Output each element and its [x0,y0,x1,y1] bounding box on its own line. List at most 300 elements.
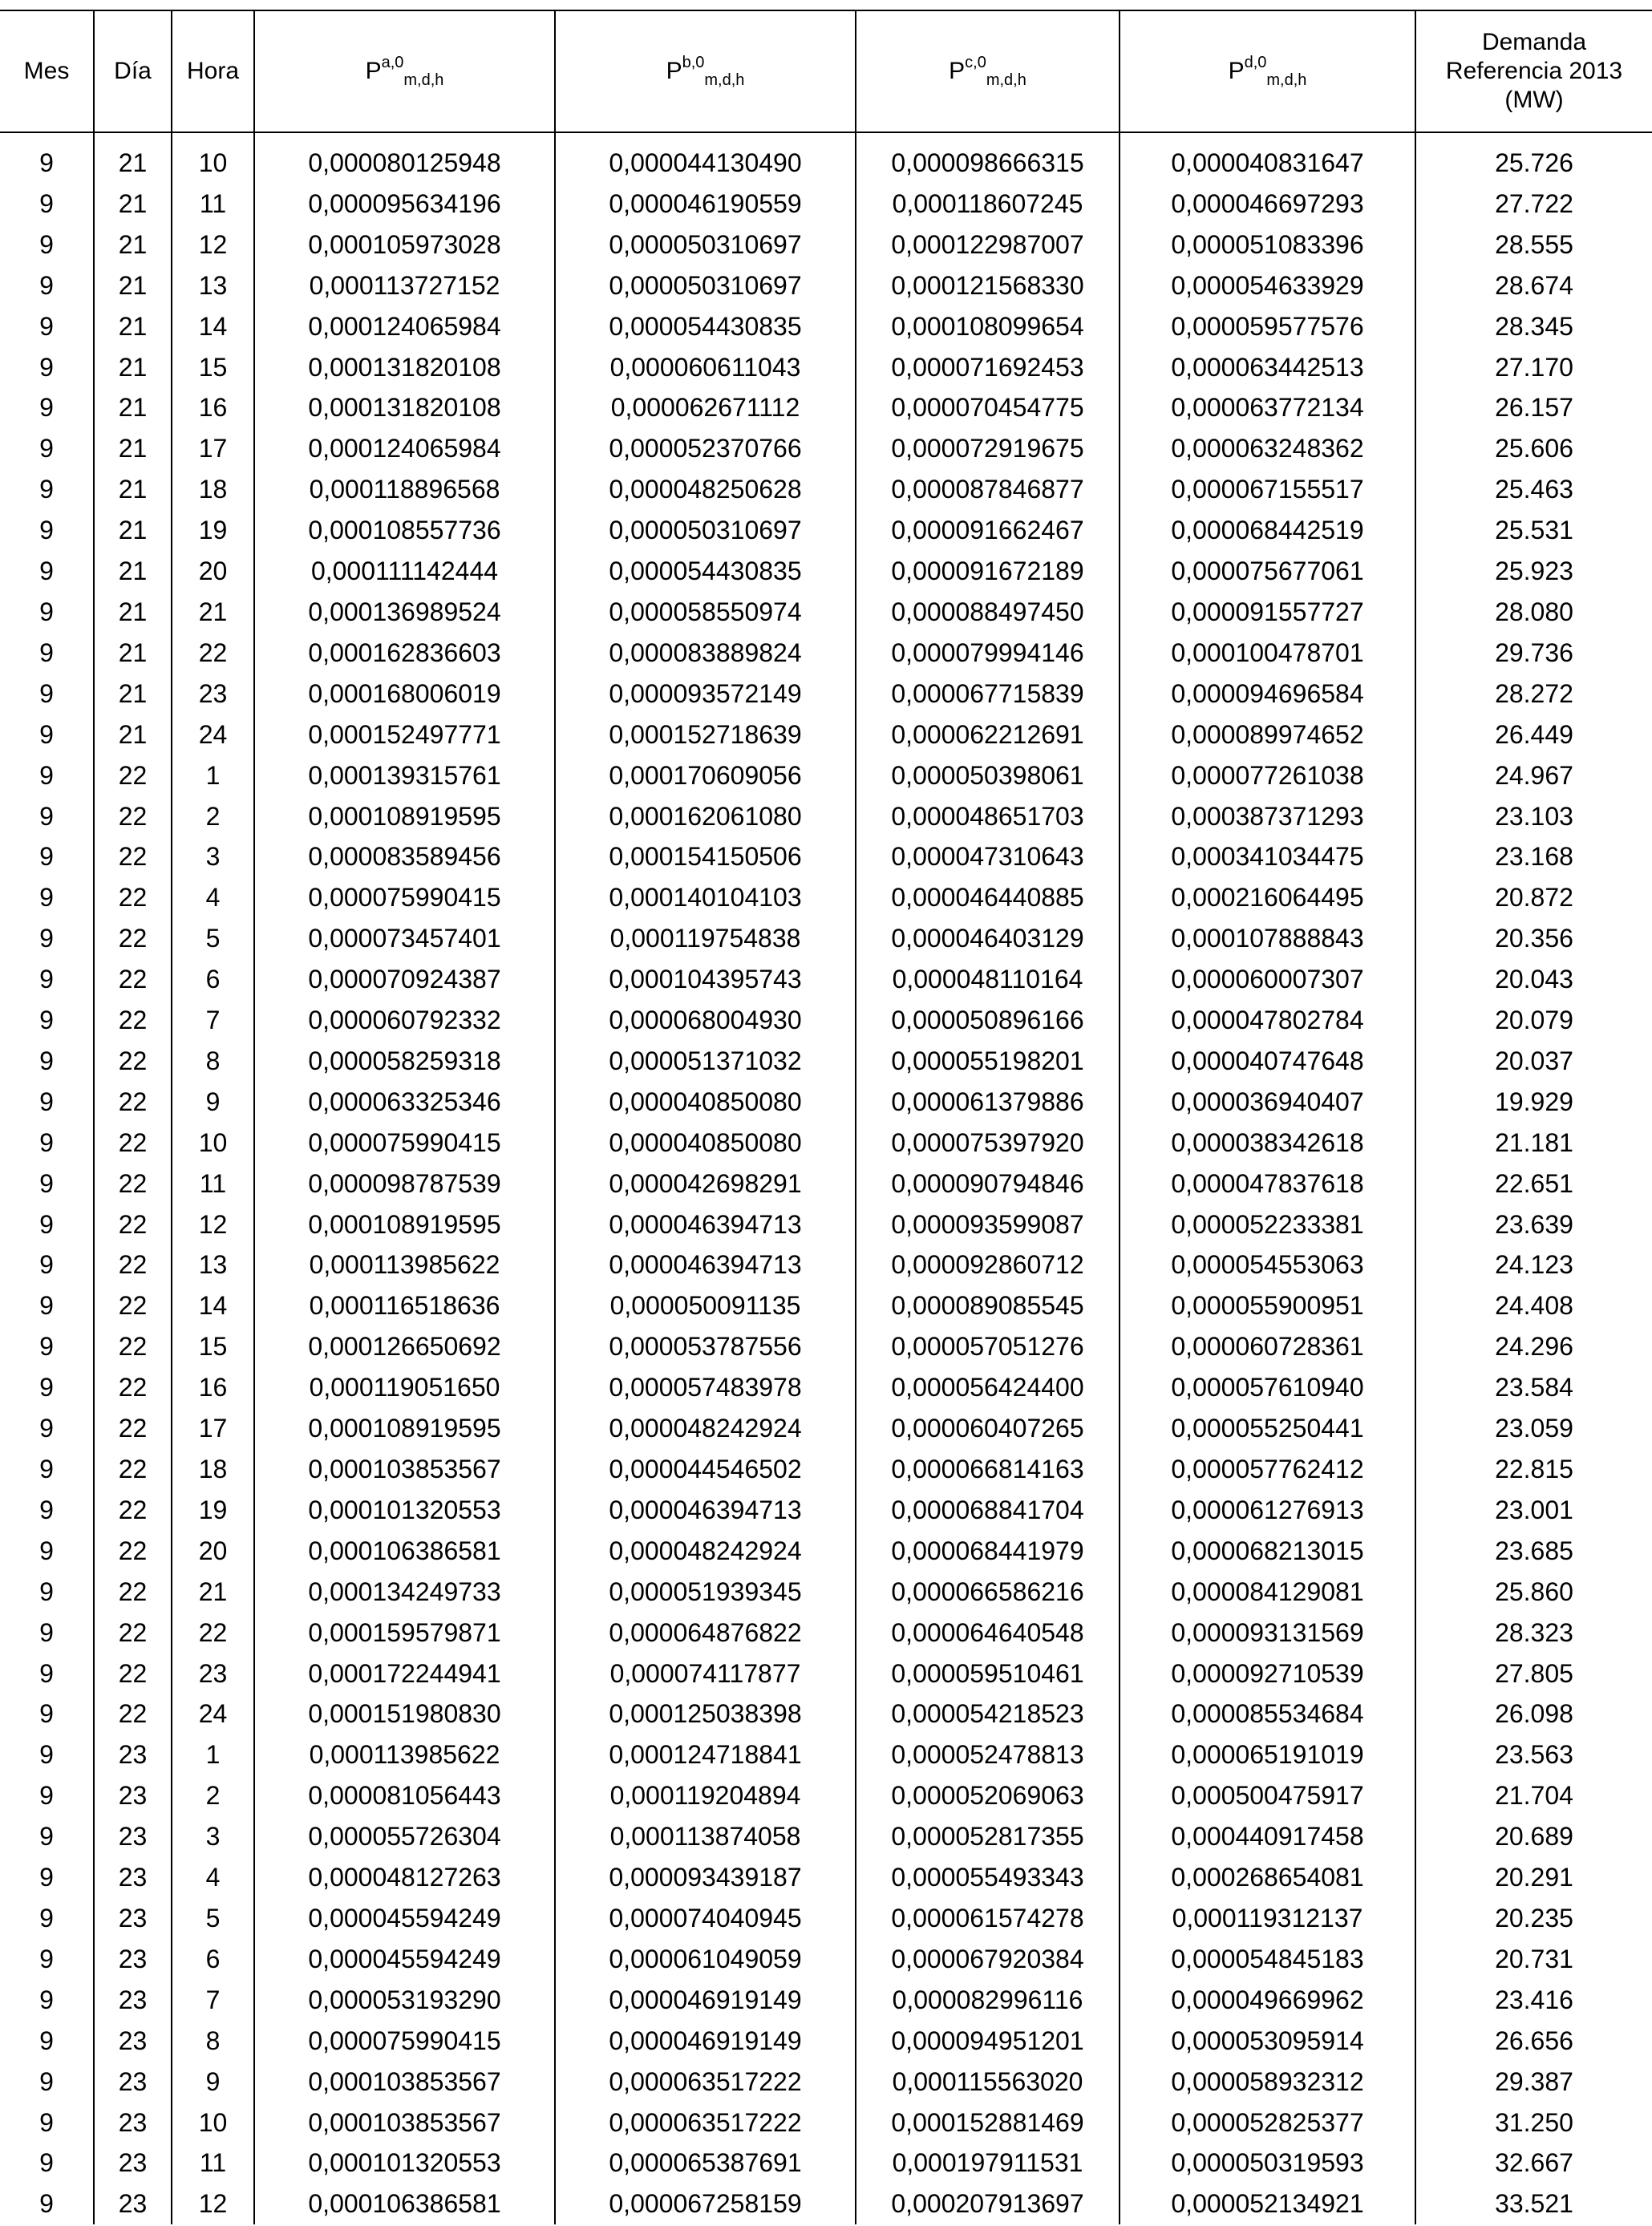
cell-demanda: 20.235 [1415,1898,1652,1939]
header-pd-base: P [1228,58,1245,84]
cell-pd: 0,000077261038 [1120,755,1415,796]
cell-pd: 0,000092710539 [1120,1653,1415,1694]
cell-demanda: 24.296 [1415,1326,1652,1367]
cell-pc: 0,000047310643 [856,836,1120,877]
cell-mes: 9 [0,2143,94,2184]
cell-pd: 0,000500475917 [1120,1775,1415,1816]
cell-pd: 0,000089974652 [1120,714,1415,755]
cell-mes: 9 [0,347,94,388]
cell-pc: 0,000072919675 [856,428,1120,469]
cell-hora: 8 [172,1041,254,1082]
cell-pc: 0,000057051276 [856,1326,1120,1367]
cell-pd: 0,000049669962 [1120,1980,1415,2021]
cell-pc: 0,000118607245 [856,184,1120,225]
cell-pb: 0,000048242924 [555,1408,856,1449]
table-row [0,510,1652,551]
cell-pc: 0,000064640548 [856,1613,1120,1653]
cell-pa: 0,000075990415 [254,1123,555,1164]
cell-pa: 0,000113985622 [254,1734,555,1775]
cell-dia: 23 [94,2062,172,2103]
cell-pc: 0,000048651703 [856,796,1120,837]
cell-demanda: 21.181 [1415,1123,1652,1164]
cell-pd: 0,000268654081 [1120,1857,1415,1898]
cell-dia: 22 [94,877,172,918]
header-pb-sup: b,0 [682,54,705,71]
cell-mes: 9 [0,1204,94,1245]
cell-pb: 0,000050310697 [555,265,856,306]
cell-hora: 22 [172,633,254,674]
cell-pd: 0,000059577576 [1120,306,1415,347]
cell-pd: 0,000063248362 [1120,428,1415,469]
cell-mes: 9 [0,428,94,469]
table-row [0,2143,1652,2184]
cell-pd: 0,000055900951 [1120,1285,1415,1326]
cell-pa: 0,000070924387 [254,959,555,1000]
cell-pa: 0,000083589456 [254,836,555,877]
cell-demanda: 26.157 [1415,387,1652,428]
cell-pb: 0,000054430835 [555,306,856,347]
cell-hora: 12 [172,225,254,265]
cell-pc: 0,000098666315 [856,143,1120,184]
cell-pd: 0,000068213015 [1120,1531,1415,1572]
cell-pd: 0,000051083396 [1120,225,1415,265]
table-row [0,1531,1652,1572]
cell-mes: 9 [0,184,94,225]
cell-hora: 5 [172,918,254,959]
table-row [0,1857,1652,1898]
cell-demanda: 23.685 [1415,1531,1652,1572]
cell-dia: 23 [94,1939,172,1980]
cell-dia: 23 [94,2021,172,2062]
cell-hora: 14 [172,1285,254,1326]
cell-pb: 0,000050310697 [555,510,856,551]
header-pb [555,10,856,132]
cell-pa: 0,000073457401 [254,918,555,959]
cell-pc: 0,000054218523 [856,1694,1120,1734]
cell-mes: 9 [0,2103,94,2143]
cell-dia: 22 [94,1204,172,1245]
cell-mes: 9 [0,1775,94,1816]
cell-pb: 0,000040850080 [555,1123,856,1164]
cell-demanda: 27.805 [1415,1653,1652,1694]
cell-pa: 0,000124065984 [254,306,555,347]
cell-mes: 9 [0,714,94,755]
cell-mes: 9 [0,1572,94,1613]
header-demanda-line3: (MW) [1504,87,1564,113]
cell-pc: 0,000046440885 [856,877,1120,918]
cell-pa: 0,000106386581 [254,1531,555,1572]
cell-mes: 9 [0,633,94,674]
cell-pd: 0,000063772134 [1120,387,1415,428]
cell-demanda: 20.079 [1415,1000,1652,1041]
cell-pb: 0,000062671112 [555,387,856,428]
cell-pc: 0,000088497450 [856,592,1120,633]
cell-pa: 0,000159579871 [254,1613,555,1653]
cell-pc: 0,000207913697 [856,2184,1120,2224]
cell-demanda: 20.291 [1415,1857,1652,1898]
cell-pd: 0,000052233381 [1120,1204,1415,1245]
cell-mes: 9 [0,1041,94,1082]
cell-pc: 0,000055493343 [856,1857,1120,1898]
cell-pb: 0,000046919149 [555,1980,856,2021]
cell-pd: 0,000055250441 [1120,1408,1415,1449]
cell-pb: 0,000093572149 [555,674,856,714]
cell-hora: 4 [172,877,254,918]
cell-pa: 0,000098787539 [254,1164,555,1204]
cell-pb: 0,000074117877 [555,1653,856,1694]
cell-pa: 0,000124065984 [254,428,555,469]
cell-pd: 0,000036940407 [1120,1082,1415,1123]
cell-hora: 10 [172,143,254,184]
header-mes: Mes [0,10,94,132]
header-pa [254,10,555,132]
cell-pb: 0,000048242924 [555,1531,856,1572]
cell-pc: 0,000070454775 [856,387,1120,428]
table-row [0,428,1652,469]
cell-mes: 9 [0,1734,94,1775]
cell-demanda: 24.123 [1415,1245,1652,1285]
cell-demanda: 20.872 [1415,877,1652,918]
cell-pb: 0,000063517222 [555,2062,856,2103]
cell-dia: 23 [94,1898,172,1939]
cell-hora: 5 [172,1898,254,1939]
cell-hora: 20 [172,1531,254,1572]
cell-mes: 9 [0,2062,94,2103]
cell-pd: 0,000054553063 [1120,1245,1415,1285]
table-row [0,2021,1652,2062]
cell-pa: 0,000118896568 [254,469,555,510]
cell-pc: 0,000071692453 [856,347,1120,388]
cell-pb: 0,000046394713 [555,1204,856,1245]
cell-pa: 0,000075990415 [254,2021,555,2062]
cell-mes: 9 [0,551,94,592]
cell-hora: 16 [172,387,254,428]
cell-pa: 0,000119051650 [254,1367,555,1408]
table-body [0,132,1652,2224]
cell-pd: 0,000047802784 [1120,1000,1415,1041]
cell-demanda: 20.731 [1415,1939,1652,1980]
cell-dia: 22 [94,1408,172,1449]
table-row [0,306,1652,347]
cell-pa: 0,000058259318 [254,1041,555,1082]
cell-demanda: 28.555 [1415,225,1652,265]
cell-pb: 0,000046394713 [555,1490,856,1531]
cell-pc: 0,000048110164 [856,959,1120,1000]
table-row [0,1000,1652,1041]
cell-mes: 9 [0,1367,94,1408]
cell-pb: 0,000113874058 [555,1816,856,1857]
table-row [0,469,1652,510]
cell-pb: 0,000050091135 [555,1285,856,1326]
cell-pa: 0,000108557736 [254,510,555,551]
table-row [0,1204,1652,1245]
cell-mes: 9 [0,1694,94,1734]
cell-demanda: 20.356 [1415,918,1652,959]
cell-hora: 16 [172,1367,254,1408]
cell-pc: 0,000121568330 [856,265,1120,306]
cell-pa: 0,000108919595 [254,1408,555,1449]
table-row [0,1285,1652,1326]
cell-pd: 0,000058932312 [1120,2062,1415,2103]
cell-dia: 21 [94,551,172,592]
table-row [0,1164,1652,1204]
cell-demanda: 29.387 [1415,2062,1652,2103]
table-row [0,551,1652,592]
header-pb-base: P [666,58,682,84]
cell-pc: 0,000152881469 [856,2103,1120,2143]
cell-pa: 0,000060792332 [254,1000,555,1041]
cell-hora: 24 [172,1694,254,1734]
cell-mes: 9 [0,592,94,633]
cell-dia: 21 [94,714,172,755]
cell-hora: 11 [172,2143,254,2184]
cell-pb: 0,000052370766 [555,428,856,469]
cell-pb: 0,000119754838 [555,918,856,959]
cell-hora: 17 [172,1408,254,1449]
cell-pb: 0,000048250628 [555,469,856,510]
cell-hora: 12 [172,1204,254,1245]
cell-hora: 14 [172,306,254,347]
cell-pd: 0,000075677061 [1120,551,1415,592]
table-row [0,2184,1652,2224]
cell-pa: 0,000152497771 [254,714,555,755]
table-row [0,1653,1652,1694]
cell-dia: 22 [94,796,172,837]
cell-pd: 0,000093131569 [1120,1613,1415,1653]
table-row [0,1980,1652,2021]
cell-pa: 0,000111142444 [254,551,555,592]
cell-mes: 9 [0,510,94,551]
cell-mes: 9 [0,1449,94,1490]
cell-demanda: 27.170 [1415,347,1652,388]
cell-pb: 0,000104395743 [555,959,856,1000]
cell-pd: 0,000440917458 [1120,1816,1415,1857]
cell-dia: 21 [94,633,172,674]
cell-dia: 21 [94,510,172,551]
cell-pa: 0,000134249733 [254,1572,555,1613]
cell-pc: 0,000079994146 [856,633,1120,674]
table-row [0,143,1652,184]
cell-demanda: 22.815 [1415,1449,1652,1490]
table-row [0,2062,1652,2103]
cell-demanda: 28.674 [1415,265,1652,306]
cell-pc: 0,000060407265 [856,1408,1120,1449]
cell-demanda: 23.584 [1415,1367,1652,1408]
cell-pb: 0,000124718841 [555,1734,856,1775]
cell-pb: 0,000074040945 [555,1898,856,1939]
cell-demanda: 25.531 [1415,510,1652,551]
cell-pb: 0,000042698291 [555,1164,856,1204]
cell-hora: 8 [172,2021,254,2062]
cell-pa: 0,000162836603 [254,633,555,674]
cell-pc: 0,000082996116 [856,1980,1120,2021]
cell-mes: 9 [0,1164,94,1204]
cell-pd: 0,000040831647 [1120,143,1415,184]
cell-pd: 0,000065191019 [1120,1734,1415,1775]
cell-pd: 0,000216064495 [1120,877,1415,918]
cell-hora: 6 [172,1939,254,1980]
cell-hora: 10 [172,2103,254,2143]
data-sheet [0,10,1652,2224]
cell-demanda: 23.001 [1415,1490,1652,1531]
cell-hora: 17 [172,428,254,469]
cell-pa: 0,000048127263 [254,1857,555,1898]
table-row [0,184,1652,225]
cell-mes: 9 [0,1898,94,1939]
cell-pb: 0,000051939345 [555,1572,856,1613]
cell-pb: 0,000140104103 [555,877,856,918]
cell-pa: 0,000101320553 [254,1490,555,1531]
cell-demanda: 23.168 [1415,836,1652,877]
cell-pc: 0,000122987007 [856,225,1120,265]
cell-dia: 22 [94,1000,172,1041]
cell-hora: 22 [172,1613,254,1653]
cell-pc: 0,000052069063 [856,1775,1120,1816]
cell-hora: 19 [172,510,254,551]
cell-pa: 0,000075990415 [254,877,555,918]
cell-pb: 0,000057483978 [555,1367,856,1408]
cell-pb: 0,000065387691 [555,2143,856,2184]
cell-demanda: 29.736 [1415,633,1652,674]
cell-hora: 15 [172,1326,254,1367]
cell-dia: 21 [94,469,172,510]
cell-pa: 0,000113985622 [254,1245,555,1285]
cell-pd: 0,000091557727 [1120,592,1415,633]
spacer-row [0,132,1652,143]
table-row [0,387,1652,428]
cell-mes: 9 [0,836,94,877]
cell-dia: 21 [94,225,172,265]
cell-pd: 0,000038342618 [1120,1123,1415,1164]
cell-pd: 0,000054633929 [1120,265,1415,306]
header-pd-sub: m,d,h [1266,71,1307,89]
cell-pd: 0,000387371293 [1120,796,1415,837]
cell-demanda: 23.416 [1415,1980,1652,2021]
cell-pd: 0,000046697293 [1120,184,1415,225]
cell-demanda: 20.689 [1415,1816,1652,1857]
cell-pd: 0,000107888843 [1120,918,1415,959]
cell-pc: 0,000046403129 [856,918,1120,959]
cell-hora: 7 [172,1980,254,2021]
cell-hora: 24 [172,714,254,755]
cell-hora: 3 [172,836,254,877]
cell-pb: 0,000083889824 [555,633,856,674]
cell-pd: 0,000119312137 [1120,1898,1415,1939]
cell-demanda: 26.098 [1415,1694,1652,1734]
cell-pd: 0,000060007307 [1120,959,1415,1000]
header-pc [856,10,1120,132]
cell-demanda: 26.656 [1415,2021,1652,2062]
cell-pb: 0,000058550974 [555,592,856,633]
cell-demanda: 28.345 [1415,306,1652,347]
cell-pb: 0,000046190559 [555,184,856,225]
cell-pa: 0,000113727152 [254,265,555,306]
header-pa-base: P [365,58,382,84]
cell-pb: 0,000044130490 [555,143,856,184]
cell-pd: 0,000085534684 [1120,1694,1415,1734]
table-row [0,633,1652,674]
cell-pb: 0,000046919149 [555,2021,856,2062]
cell-pc: 0,000089085545 [856,1285,1120,1326]
cell-pc: 0,000087846877 [856,469,1120,510]
table-row [0,265,1652,306]
cell-dia: 22 [94,1367,172,1408]
cell-dia: 22 [94,1326,172,1367]
cell-pc: 0,000056424400 [856,1367,1120,1408]
cell-pa: 0,000139315761 [254,755,555,796]
cell-pb: 0,000050310697 [555,225,856,265]
cell-demanda: 22.651 [1415,1164,1652,1204]
cell-pd: 0,000054845183 [1120,1939,1415,1980]
cell-pc: 0,000091672189 [856,551,1120,592]
cell-dia: 22 [94,918,172,959]
cell-mes: 9 [0,1531,94,1572]
cell-pb: 0,000154150506 [555,836,856,877]
header-pc-sup: c,0 [965,54,986,71]
table-row [0,836,1652,877]
table-row [0,796,1652,837]
cell-pb: 0,000152718639 [555,714,856,755]
cell-mes: 9 [0,796,94,837]
cell-dia: 21 [94,184,172,225]
header-demanda-line2: Referencia 2013 [1445,58,1623,84]
cell-pd: 0,000047837618 [1120,1164,1415,1204]
cell-mes: 9 [0,265,94,306]
cell-dia: 21 [94,674,172,714]
cell-dia: 22 [94,1285,172,1326]
cell-mes: 9 [0,959,94,1000]
table-row [0,347,1652,388]
cell-demanda: 31.250 [1415,2103,1652,2143]
cell-pd: 0,000050319593 [1120,2143,1415,2184]
cell-mes: 9 [0,469,94,510]
cell-hora: 2 [172,1775,254,1816]
cell-hora: 6 [172,959,254,1000]
header-pd [1120,10,1415,132]
cell-pd: 0,000094696584 [1120,674,1415,714]
cell-pa: 0,000053193290 [254,1980,555,2021]
cell-pa: 0,000131820108 [254,347,555,388]
cell-dia: 21 [94,347,172,388]
cell-pc: 0,000067920384 [856,1939,1120,1980]
cell-dia: 22 [94,1572,172,1613]
cell-pc: 0,000068841704 [856,1490,1120,1531]
demand-table [0,10,1652,2224]
table-row [0,1041,1652,1082]
cell-pb: 0,000040850080 [555,1082,856,1123]
cell-pc: 0,000066814163 [856,1449,1120,1490]
cell-pa: 0,000151980830 [254,1694,555,1734]
cell-hora: 9 [172,1082,254,1123]
cell-demanda: 28.272 [1415,674,1652,714]
cell-pb: 0,000119204894 [555,1775,856,1816]
cell-pc: 0,000059510461 [856,1653,1120,1694]
cell-hora: 13 [172,1245,254,1285]
cell-demanda: 32.667 [1415,2143,1652,2184]
cell-pd: 0,000052134921 [1120,2184,1415,2224]
cell-dia: 22 [94,1164,172,1204]
cell-dia: 21 [94,428,172,469]
cell-dia: 22 [94,1449,172,1490]
cell-pb: 0,000063517222 [555,2103,856,2143]
cell-pc: 0,000062212691 [856,714,1120,755]
cell-dia: 22 [94,1653,172,1694]
cell-pa: 0,000101320553 [254,2143,555,2184]
cell-hora: 23 [172,674,254,714]
cell-demanda: 20.043 [1415,959,1652,1000]
cell-hora: 21 [172,592,254,633]
cell-pc: 0,000052478813 [856,1734,1120,1775]
